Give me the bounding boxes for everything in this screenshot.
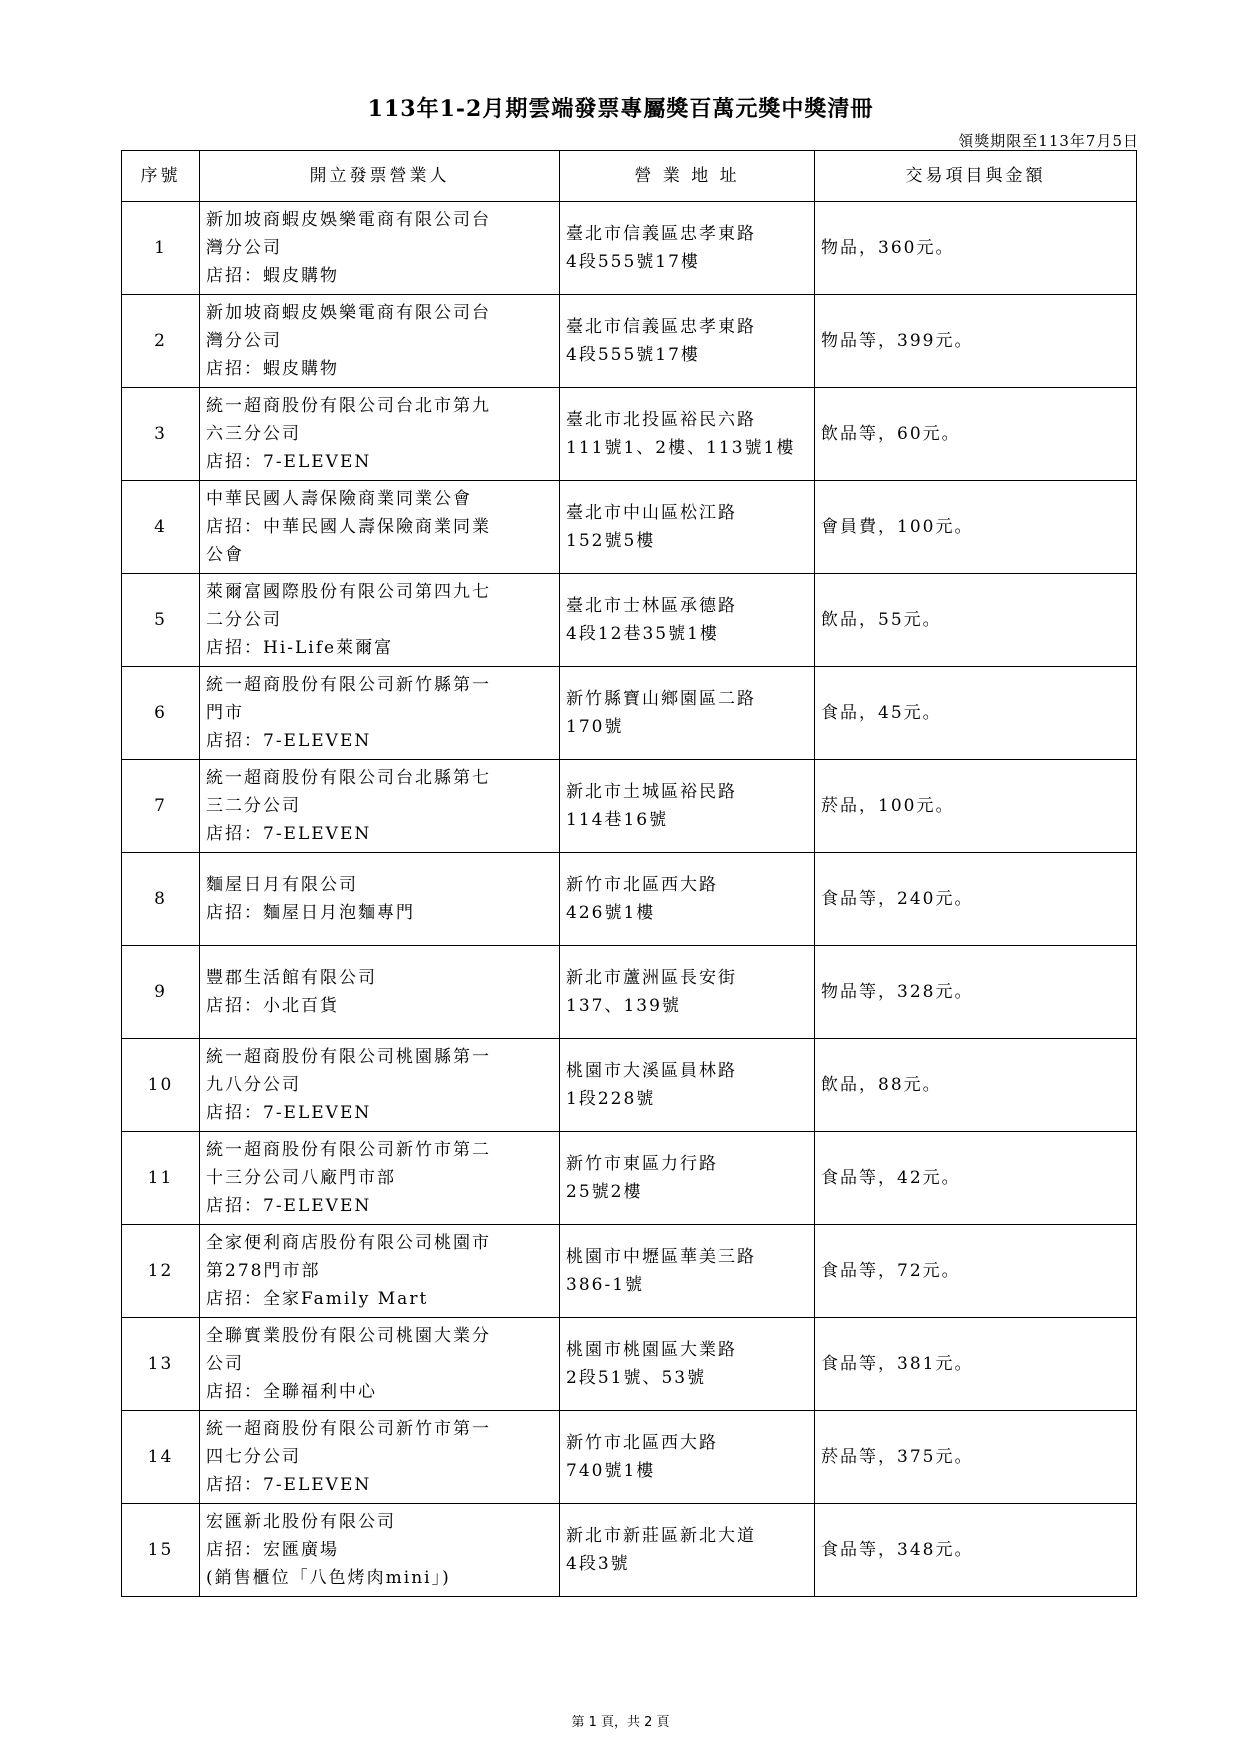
row-merchant [200, 481, 560, 574]
merchant-line: 統一超商股份有限公司台北縣第七 [206, 768, 491, 788]
merchant-line: 店招：全家Family Mart [206, 1289, 429, 1309]
row-merchant [200, 853, 560, 946]
row-serial: 10 [122, 1039, 200, 1132]
merchant-line: 店招：7-ELEVEN [206, 452, 372, 472]
merchant-line: 店招：小北百貨 [206, 996, 339, 1016]
address-line: 臺北市信義區忠孝東路 [566, 317, 756, 337]
table-row [122, 202, 1137, 295]
merchant-line: 麵屋日月有限公司 [206, 875, 358, 895]
address-line: 臺北市北投區裕民六路 [566, 410, 756, 430]
address-line: 桃園市中壢區華美三路 [566, 1247, 756, 1267]
row-address [560, 1039, 815, 1132]
row-address [560, 667, 815, 760]
row-merchant [200, 1132, 560, 1225]
table-row [122, 295, 1137, 388]
table-row [122, 1504, 1137, 1597]
row-serial: 2 [122, 295, 200, 388]
row-serial: 11 [122, 1132, 200, 1225]
address-line: 4段555號17樓 [566, 345, 700, 365]
row-address [560, 1504, 815, 1597]
merchant-line: 三二分公司 [206, 796, 301, 816]
row-address [560, 1318, 815, 1411]
row-serial: 13 [122, 1318, 200, 1411]
merchant-line: 四七分公司 [206, 1447, 301, 1467]
row-item-amount: 食品等，72元。 [815, 1225, 1137, 1318]
header-item-amount: 交易項目與金額 [815, 151, 1137, 202]
merchant-line: 統一超商股份有限公司台北市第九 [206, 396, 491, 416]
row-item-amount: 物品等，399元。 [815, 295, 1137, 388]
merchant-line: 二分公司 [206, 610, 282, 630]
merchant-line: (銷售櫃位「八色烤肉mini」) [206, 1568, 451, 1588]
address-line: 臺北市士林區承德路 [566, 596, 737, 616]
address-line: 新竹市東區力行路 [566, 1154, 718, 1174]
row-item-amount: 會員費，100元。 [815, 481, 1137, 574]
row-item-amount: 食品等，381元。 [815, 1318, 1137, 1411]
row-address [560, 295, 815, 388]
merchant-line: 豐郡生活館有限公司 [206, 968, 377, 988]
row-merchant [200, 1504, 560, 1597]
row-address [560, 760, 815, 853]
table-row [122, 574, 1137, 667]
row-item-amount: 物品，360元。 [815, 202, 1137, 295]
address-line: 新竹市北區西大路 [566, 1433, 718, 1453]
address-line: 新北市蘆洲區長安街 [566, 968, 737, 988]
merchant-line: 店招：宏匯廣場 [206, 1540, 339, 1560]
row-address [560, 481, 815, 574]
merchant-line: 店招：7-ELEVEN [206, 731, 372, 751]
merchant-line: 店招：蝦皮購物 [206, 359, 339, 379]
address-line: 4段555號17樓 [566, 252, 700, 272]
merchant-line: 店招：7-ELEVEN [206, 1475, 372, 1495]
address-line: 137、139號 [566, 996, 681, 1016]
table-row [122, 853, 1137, 946]
merchant-line: 店招：7-ELEVEN [206, 1103, 372, 1123]
merchant-line: 店招：Hi-Life萊爾富 [206, 638, 394, 658]
row-item-amount: 飲品，88元。 [815, 1039, 1137, 1132]
row-item-amount: 物品等，328元。 [815, 946, 1137, 1039]
header-address: 營 業 地 址 [560, 151, 815, 202]
merchant-line: 店招：中華民國人壽保險商業同業 [206, 517, 491, 537]
merchant-line: 宏匯新北股份有限公司 [206, 1512, 396, 1532]
row-address [560, 388, 815, 481]
table-row [122, 760, 1137, 853]
table-row [122, 667, 1137, 760]
merchant-line: 店招：全聯福利中心 [206, 1382, 377, 1402]
merchant-line: 灣分公司 [206, 331, 282, 351]
address-line: 25號2樓 [566, 1182, 643, 1202]
table-row [122, 1411, 1137, 1504]
row-merchant [200, 202, 560, 295]
table-body [122, 202, 1137, 1597]
row-item-amount: 菸品，100元。 [815, 760, 1137, 853]
merchant-line: 店招：麵屋日月泡麵專門 [206, 903, 415, 923]
row-serial: 6 [122, 667, 200, 760]
merchant-line: 全家便利商店股份有限公司桃園市 [206, 1233, 491, 1253]
row-address [560, 1225, 815, 1318]
row-address [560, 202, 815, 295]
header-merchant: 開立發票營業人 [200, 151, 560, 202]
table-row [122, 1318, 1137, 1411]
row-merchant [200, 1318, 560, 1411]
merchant-line: 新加坡商蝦皮娛樂電商有限公司台 [206, 210, 491, 230]
merchant-line: 店招：7-ELEVEN [206, 824, 372, 844]
address-line: 新北市新莊區新北大道 [566, 1526, 756, 1546]
merchant-line: 統一超商股份有限公司新竹市第二 [206, 1140, 491, 1160]
row-serial: 14 [122, 1411, 200, 1504]
address-line: 740號1樓 [566, 1461, 656, 1481]
row-merchant [200, 295, 560, 388]
table-row [122, 481, 1137, 574]
row-item-amount: 菸品等，375元。 [815, 1411, 1137, 1504]
row-merchant [200, 667, 560, 760]
merchant-line: 六三分公司 [206, 424, 301, 444]
row-merchant [200, 388, 560, 481]
merchant-line: 店招：蝦皮購物 [206, 266, 339, 286]
merchant-line: 統一超商股份有限公司新竹市第一 [206, 1419, 491, 1439]
row-serial: 7 [122, 760, 200, 853]
address-line: 426號1樓 [566, 903, 656, 923]
address-line: 4段12巷35號1樓 [566, 624, 719, 644]
address-line: 臺北市中山區松江路 [566, 503, 737, 523]
table-row [122, 1132, 1137, 1225]
row-merchant [200, 1411, 560, 1504]
address-line: 386-1號 [566, 1275, 645, 1295]
row-item-amount: 食品，45元。 [815, 667, 1137, 760]
address-line: 新北市土城區裕民路 [566, 782, 737, 802]
header-serial: 序號 [122, 151, 200, 202]
row-serial: 3 [122, 388, 200, 481]
row-serial: 1 [122, 202, 200, 295]
merchant-line: 中華民國人壽保險商業同業公會 [206, 489, 472, 509]
address-line: 桃園市大溪區員林路 [566, 1061, 737, 1081]
winners-table [121, 150, 1137, 1597]
table-row [122, 946, 1137, 1039]
merchant-line: 統一超商股份有限公司新竹縣第一 [206, 675, 491, 695]
address-line: 2段51號、53號 [566, 1368, 707, 1388]
address-line: 臺北市信義區忠孝東路 [566, 224, 756, 244]
row-serial: 4 [122, 481, 200, 574]
merchant-line: 九八分公司 [206, 1075, 301, 1095]
address-line: 152號5樓 [566, 531, 656, 551]
row-address [560, 574, 815, 667]
address-line: 170號 [566, 717, 624, 737]
row-merchant [200, 574, 560, 667]
row-serial: 8 [122, 853, 200, 946]
row-item-amount: 飲品等，60元。 [815, 388, 1137, 481]
row-item-amount: 食品等，348元。 [815, 1504, 1137, 1597]
row-merchant [200, 1039, 560, 1132]
merchant-line: 公司 [206, 1354, 244, 1374]
row-serial: 5 [122, 574, 200, 667]
table-row [122, 1225, 1137, 1318]
claim-deadline: 領獎期限至113年7月5日 [958, 132, 1139, 150]
page-title: 113年1-2月期雲端發票專屬獎百萬元獎中獎清冊 [367, 96, 874, 122]
row-address [560, 1411, 815, 1504]
row-address [560, 1132, 815, 1225]
merchant-line: 門市 [206, 703, 244, 723]
address-line: 新竹縣寶山鄉園區二路 [566, 689, 756, 709]
address-line: 4段3號 [566, 1554, 630, 1574]
merchant-line: 店招：7-ELEVEN [206, 1196, 372, 1216]
table-header-row [122, 151, 1137, 202]
table-row [122, 1039, 1137, 1132]
merchant-line: 第278門市部 [206, 1261, 321, 1281]
merchant-line: 公會 [206, 545, 244, 565]
merchant-line: 統一超商股份有限公司桃園縣第一 [206, 1047, 491, 1067]
row-merchant [200, 760, 560, 853]
page-number: 第 1 頁，共 2 頁 [571, 1715, 670, 1730]
row-serial: 12 [122, 1225, 200, 1318]
address-line: 新竹市北區西大路 [566, 875, 718, 895]
row-item-amount: 飲品，55元。 [815, 574, 1137, 667]
merchant-line: 全聯實業股份有限公司桃園大業分 [206, 1326, 491, 1346]
address-line: 桃園市桃園區大業路 [566, 1340, 737, 1360]
address-line: 1段228號 [566, 1089, 656, 1109]
row-address [560, 946, 815, 1039]
address-line: 114巷16號 [566, 810, 669, 830]
row-merchant [200, 946, 560, 1039]
merchant-line: 新加坡商蝦皮娛樂電商有限公司台 [206, 303, 491, 323]
row-merchant [200, 1225, 560, 1318]
row-serial: 9 [122, 946, 200, 1039]
row-address [560, 853, 815, 946]
merchant-line: 十三分公司八廠門市部 [206, 1168, 396, 1188]
address-line: 111號1、2樓、113號1樓 [566, 438, 796, 458]
merchant-line: 萊爾富國際股份有限公司第四九七 [206, 582, 491, 602]
merchant-line: 灣分公司 [206, 238, 282, 258]
row-item-amount: 食品等，42元。 [815, 1132, 1137, 1225]
table-row [122, 388, 1137, 481]
row-item-amount: 食品等，240元。 [815, 853, 1137, 946]
row-serial: 15 [122, 1504, 200, 1597]
